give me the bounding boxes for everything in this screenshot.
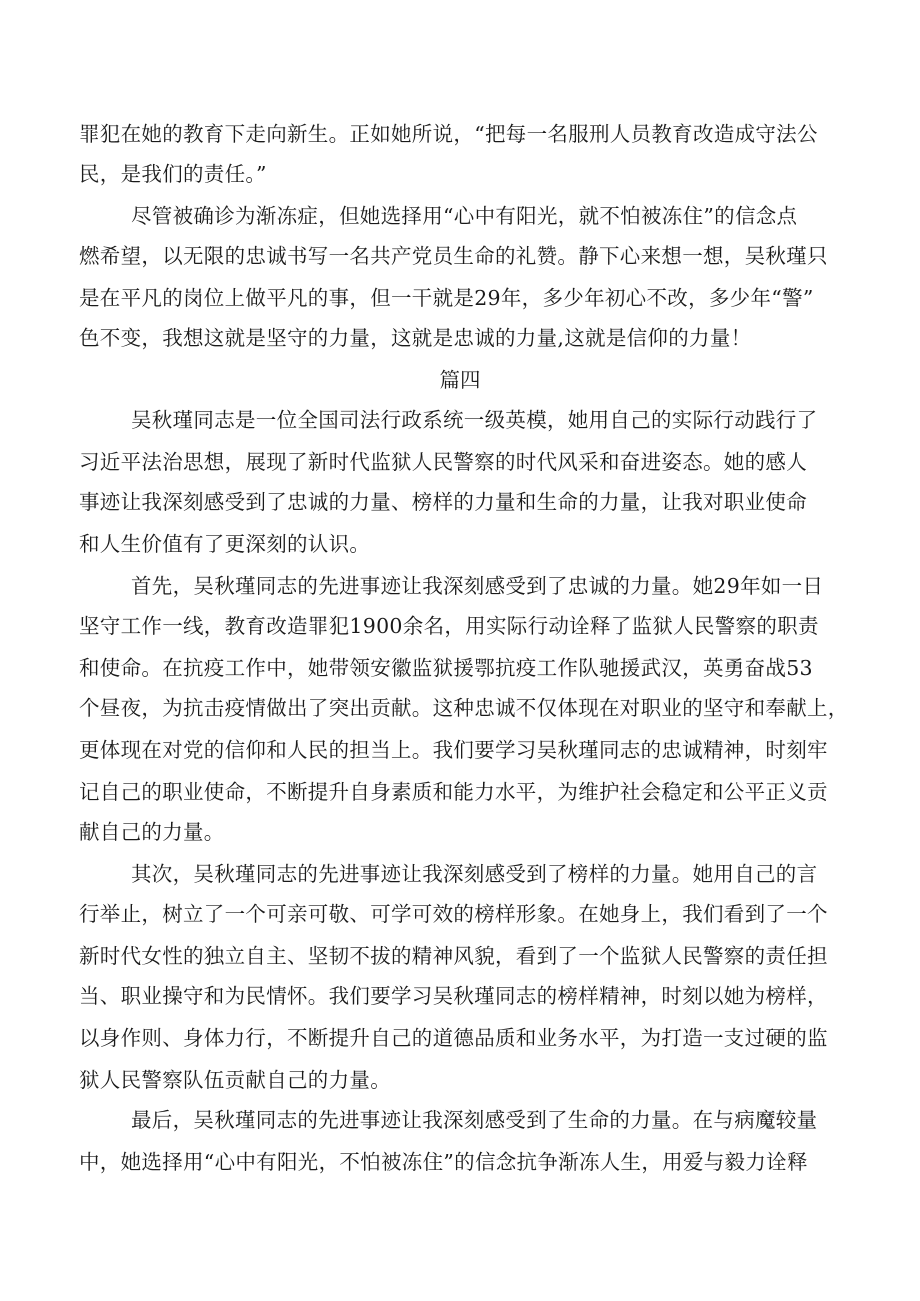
text-line: 中，她选择用“心中有阳光，不怕被冻住”的信念抗争渐冻人生，用爱与毅力诠释 — [79, 1150, 808, 1174]
text-line: 燃希望，以无限的忠诚书写一名共产党员生命的礼赞。静下心来想一想，吴秋瑾只 — [79, 244, 828, 268]
text-line: 习近平法治思想，展现了新时代监狱人民警察的时代风采和奋进姿态。她的感人 — [79, 450, 807, 474]
text-line: 其次，吴秋瑾同志的先进事迹让我深刻感受到了榜样的力量。她用自己的言 — [131, 862, 818, 886]
text-line: 新时代女性的独立自主、坚韧不拔的精神风貌，看到了一个监狱人民警察的责任担 — [79, 944, 828, 968]
text-line: 以身作则、身体力行，不断提升自己的道德品质和业务水平，为打造一支过硬的监 — [79, 1026, 828, 1050]
text-line: 吴秋瑾同志是一位全国司法行政系统一级英模，她用自己的实际行动践行了 — [131, 408, 818, 432]
text-line: 和人生价值有了更深刻的认识。 — [79, 532, 371, 556]
text-line: 和使命。在抗疫工作中，她带领安徽监狱援鄂抗疫工作队驰援武汉，英勇奋战53 — [79, 656, 813, 680]
text-line: 记自己的职业使命，不断提升自身素质和能力水平，为维护社会稳定和公平正义贡 — [79, 780, 828, 804]
text-line: 首先，吴秋瑾同志的先进事迹让我深刻感受到了忠诚的力量。她29年如一日 — [131, 574, 824, 598]
text-line: 是在平凡的岗位上做平凡的事，但一干就是29年，多少年初心不改，多少年“警” — [79, 286, 814, 310]
text-line: 更体现在对党的信仰和人民的担当上。我们要学习吴秋瑾同志的忠诚精神，时刻牢 — [79, 738, 828, 762]
text-line: 献自己的力量。 — [79, 820, 225, 844]
text-line: 行举止，树立了一个可亲可敬、可学可效的榜样形象。在她身上，我们看到了一个 — [79, 902, 828, 926]
text-line: 个昼夜，为抗击疫情做出了突出贡献。这种忠诚不仅体现在对职业的坚守和奉献上， — [79, 696, 849, 720]
text-line: 当、职业操守和为民情怀。我们要学习吴秋瑾同志的榜样精神，时刻以她为榜样， — [79, 984, 828, 1008]
text-line: 罪犯在她的教育下走向新生。正如她所说，“把每一名服刑人员教育改造成守法公 — [79, 122, 818, 146]
text-line: 尽管被确诊为渐冻症，但她选择用“心中有阳光，就不怕被冻住”的信念点 — [131, 204, 798, 228]
text-line: 事迹让我深刻感受到了忠诚的力量、榜样的力量和生命的力量，让我对职业使命 — [79, 490, 807, 514]
text-line: 坚守工作一线，教育改造罪犯1900余名，用实际行动诠释了监狱人民警察的职责 — [79, 614, 819, 638]
text-line: 狱人民警察队伍贡献自己的力量。 — [79, 1068, 391, 1092]
text-line: 色不变，我想这就是坚守的力量，这就是忠诚的力量,这就是信仰的力量！ — [79, 326, 752, 350]
text-line: 民，是我们的责任。” — [79, 162, 267, 186]
section-heading: 篇四 — [439, 368, 481, 392]
text-line: 最后，吴秋瑾同志的先进事迹让我深刻感受到了生命的力量。在与病魔较量 — [131, 1108, 818, 1132]
